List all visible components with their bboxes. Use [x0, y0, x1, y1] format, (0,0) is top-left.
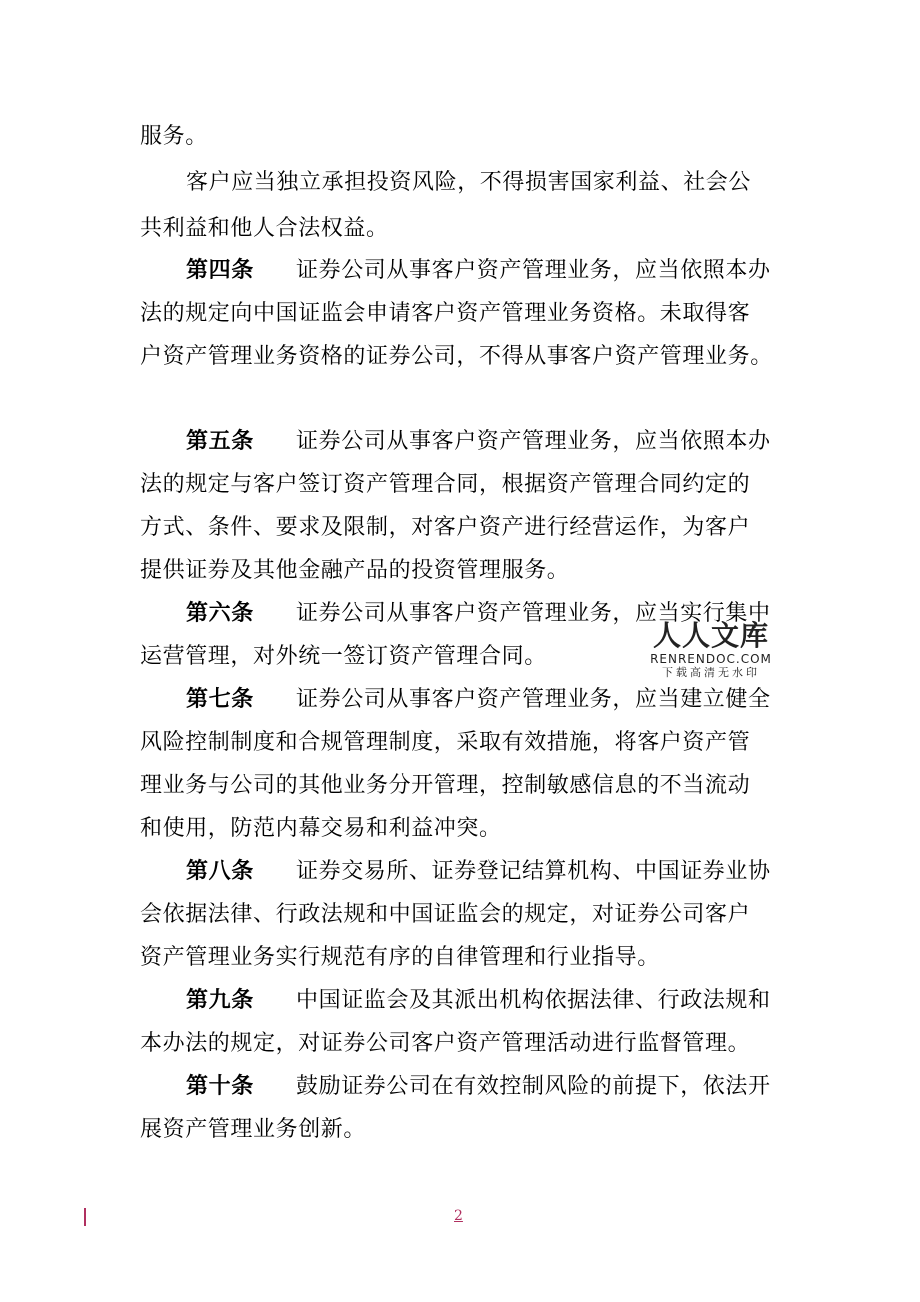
text-line: 客户应当独立承担投资风险，不得损害国家利益、社会公 — [186, 170, 752, 195]
text-line: 法的规定向中国证监会申请客户资产管理业务资格。未取得客 — [140, 301, 751, 326]
article-10-line: 第十条 鼓励证券公司在有效控制风险的前提下，依法开 — [186, 1072, 771, 1102]
renrendoc-watermark — [646, 620, 776, 680]
text-line: 理业务与公司的其他业务分开管理，控制敏感信息的不当流动 — [140, 773, 751, 798]
text-line: 法的规定与客户签订资产管理合同，根据资产管理合同约定的 — [140, 472, 751, 497]
text-line: 服务。 — [140, 124, 208, 149]
watermark-subtitle: 下载高清无水印 — [662, 666, 760, 679]
article-5-line: 第五条 证券公司从事客户资产管理业务，应当依照本办 — [186, 427, 771, 457]
margin-marker — [84, 1208, 86, 1226]
article-title: 第十条 — [186, 1074, 254, 1099]
article-title: 第五条 — [186, 429, 254, 454]
text-line: 提供证券及其他金融产品的投资管理服务。 — [140, 558, 570, 583]
watermark-title: 人人文库 — [652, 619, 769, 652]
text-line: 风险控制制度和合规管理制度，采取有效措施，将客户资产管 — [140, 730, 751, 755]
article-title: 第四条 — [186, 258, 254, 283]
text-line: 资产管理业务实行规范有序的自律管理和行业指导。 — [140, 945, 660, 970]
text-line: 展资产管理业务创新。 — [140, 1117, 367, 1142]
text-line: 户资产管理业务资格的证券公司，不得从事客户资产管理业务。 — [140, 344, 773, 369]
article-4-line: 第四条 证券公司从事客户资产管理业务，应当依照本办 — [186, 256, 771, 286]
page-number: 2 — [454, 1208, 463, 1224]
text-line: 会依据法律、行政法规和中国证监会的规定，对证券公司客户 — [140, 902, 751, 927]
text-line: 和使用，防范内幕交易和利益冲突。 — [140, 816, 502, 841]
article-title: 第六条 — [186, 601, 254, 626]
text-line: 方式、条件、要求及限制，对客户资产进行经营运作，为客户 — [140, 515, 751, 540]
article-title: 第九条 — [186, 988, 254, 1013]
text-line: 共利益和他人合法权益。 — [140, 216, 389, 241]
article-6-line: 第六条 证券公司从事客户资产管理业务，应当实行集中 — [186, 599, 771, 629]
text-line: 本办法的规定，对证券公司客户资产管理活动进行监督管理。 — [140, 1031, 751, 1056]
article-title: 第七条 — [186, 687, 254, 712]
article-9-line: 第九条 中国证监会及其派出机构依据法律、行政法规和 — [186, 986, 771, 1016]
watermark-domain: RENRENDOC.COM — [650, 652, 772, 666]
text-line: 运营管理，对外统一签订资产管理合同。 — [140, 644, 547, 669]
article-title: 第八条 — [186, 859, 254, 884]
article-7-line: 第七条 证券公司从事客户资产管理业务，应当建立健全 — [186, 685, 771, 715]
article-8-line: 第八条 证券交易所、证券登记结算机构、中国证券业协 — [186, 857, 771, 887]
